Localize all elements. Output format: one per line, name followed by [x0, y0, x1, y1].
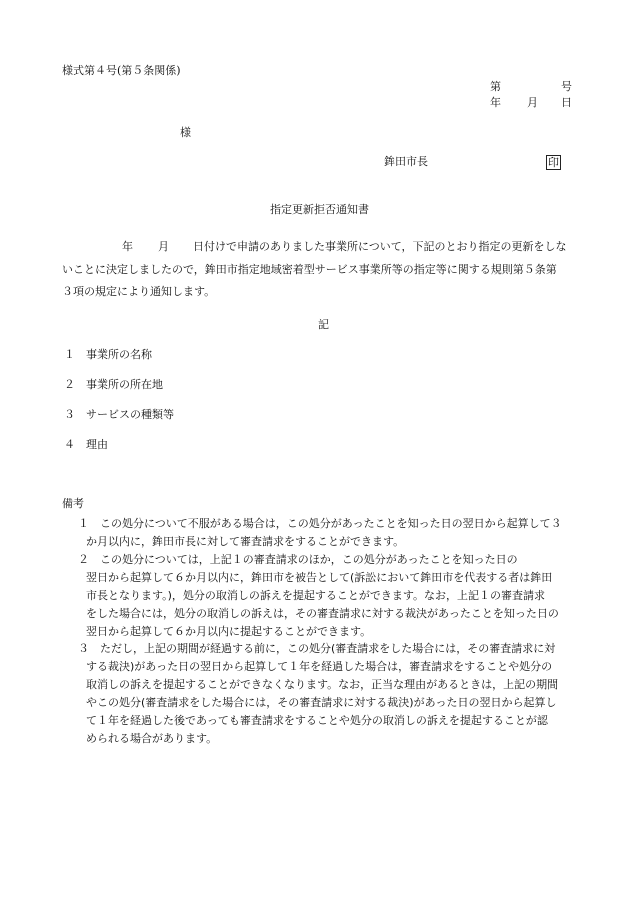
note-line: この処分について不服がある場合は，この処分があったことを知った日の翌日から起算して３	[100, 517, 562, 530]
item-label: サービスの種類等	[86, 408, 174, 421]
seal-label: 印	[548, 156, 559, 169]
doc-number-suffix: 号	[561, 80, 572, 93]
seal-mark	[546, 155, 561, 170]
date-year: 年	[490, 96, 501, 109]
body-line1-text: 日付けで申請のありました事業所について，下記のとおり指定の更新をしな	[193, 240, 567, 253]
note-line: 翌日から起算して６か月以内に，鉾田市を被告として(訴訟において鉾田市を代表する者は鉾田	[86, 571, 553, 584]
item-number: ２	[64, 378, 75, 391]
list-item	[64, 438, 108, 452]
doc-number-prefix: 第	[490, 80, 501, 93]
note-line: やこの処分(審査請求をした場合には，その審査請求に対する裁決)があった日の翌日から起算し	[86, 696, 557, 709]
body-year: 年	[122, 240, 133, 253]
list-item	[64, 378, 163, 392]
list-item	[64, 348, 152, 362]
body-paragraph	[62, 236, 592, 304]
note-number: ３	[78, 642, 89, 655]
item-number: ３	[64, 408, 75, 421]
note-text	[86, 515, 596, 551]
note-line: められる場合があります。	[86, 732, 218, 745]
note-text	[86, 551, 596, 641]
item-label: 理由	[86, 438, 108, 451]
form-label: 様式第４号(第５条関係)	[62, 64, 181, 77]
note-line: する裁決)があった日の翌日から起算して１年を経過した場合は，審査請求をすることや処分の	[86, 660, 553, 673]
note-line: 市長となります。)，処分の取消しの訴えを提起することができます。なお，上記１の審査請求	[86, 589, 546, 602]
body-line-1	[62, 236, 592, 259]
addressee-suffix: 様	[180, 126, 191, 139]
note-text	[86, 640, 596, 748]
note-number: １	[78, 517, 89, 530]
body-line-3: ３項の規定により通知します。	[62, 285, 216, 298]
note-line: この処分については，上記１の審査請求のほか，この処分があったことを知った日の	[100, 553, 518, 566]
date-day: 日	[561, 96, 572, 109]
item-number: １	[64, 348, 75, 361]
item-label: 事業所の名称	[86, 348, 152, 361]
note-number: ２	[78, 553, 89, 566]
document-title: 指定更新拒否通知書	[270, 203, 369, 216]
note-line: 翌日から起算して６か月以内に提起することができます。	[86, 625, 372, 638]
ki-heading: 記	[318, 318, 329, 331]
note-line: をした場合には，処分の取消しの訴えは，その審査請求に対する裁決があったことを知った日の	[86, 607, 559, 620]
item-label: 事業所の所在地	[86, 378, 163, 391]
body-line-2: いことに決定しましたので，鉾田市指定地域密着型サービス事業所等の指定等に関する規則第５条第	[62, 262, 557, 276]
date-month: 月	[527, 96, 538, 109]
item-number: ４	[64, 438, 75, 451]
body-month: 月	[158, 240, 169, 253]
note-line: か月以内に，鉾田市長に対して審査請求をすることができます。	[86, 535, 405, 548]
notes-heading: 備考	[62, 497, 84, 510]
list-item	[64, 408, 174, 422]
sender-title: 鉾田市長	[384, 155, 428, 168]
note-line: 取消しの訴えを提起することができなくなります。なお，正当な理由があるときは，上記の期間	[86, 678, 559, 691]
note-line: ただし，上記の期間が経過する前に，この処分(審査請求をした場合には，その審査請求に対	[100, 642, 556, 655]
note-line: て１年を経過した後であっても審査請求をすることや処分の取消しの訴えを提起することが認	[86, 714, 548, 727]
